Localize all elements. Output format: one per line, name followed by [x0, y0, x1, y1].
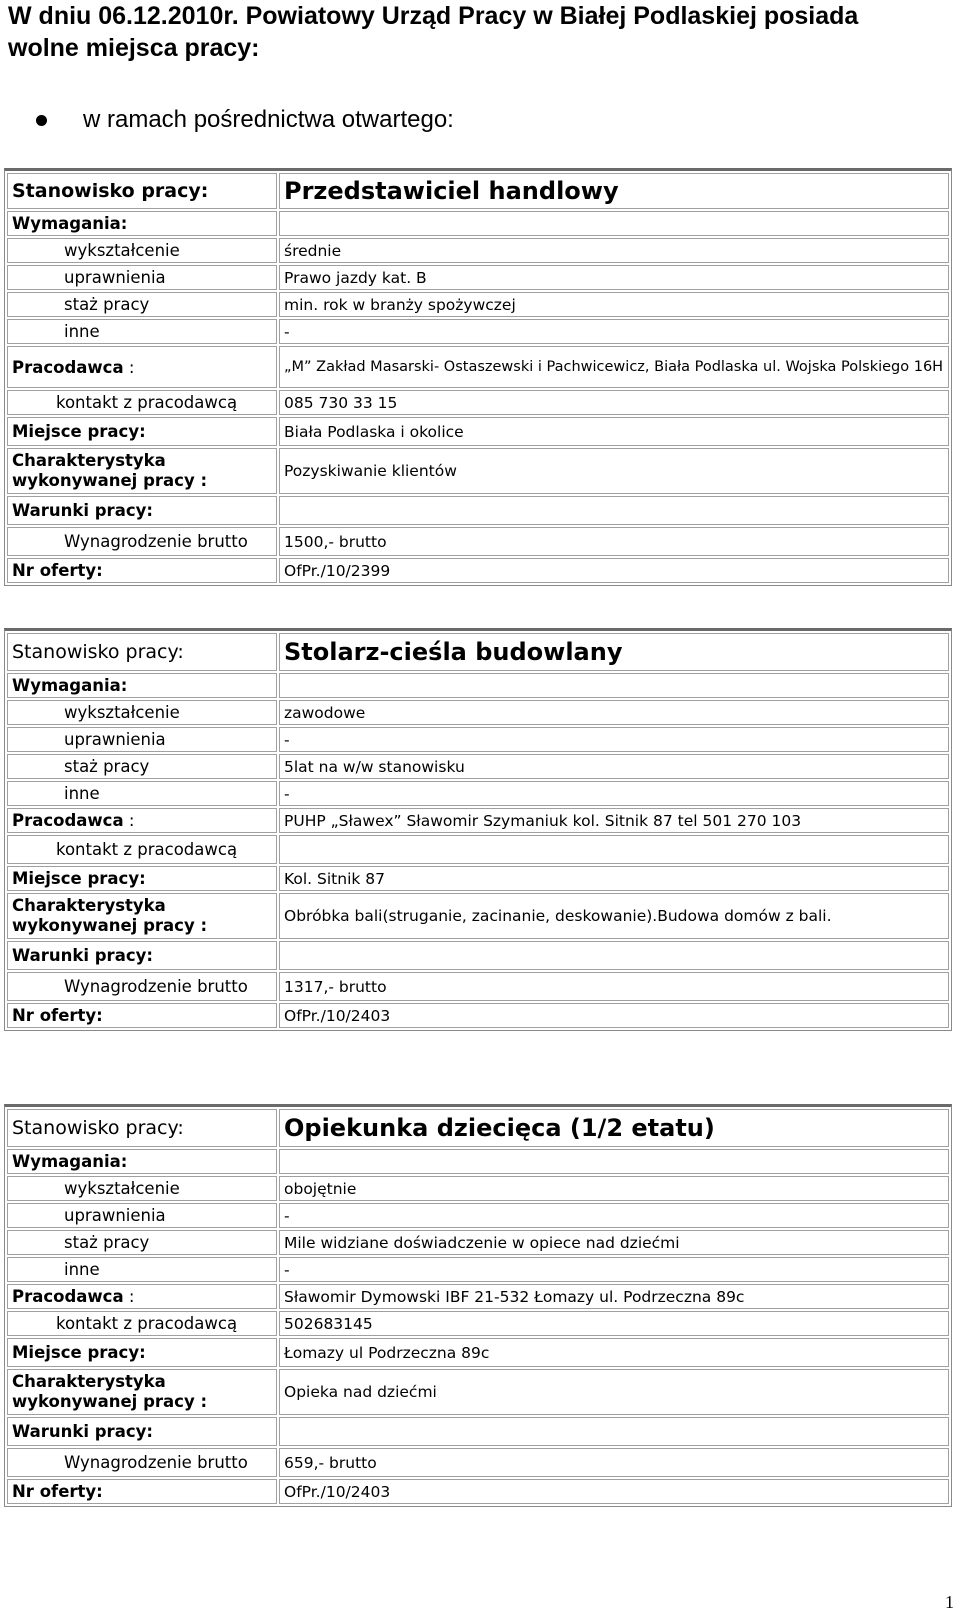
label-uprawnienia: uprawnienia: [7, 727, 277, 752]
value-wynagrodzenie: 1317,- brutto: [279, 972, 949, 1001]
label-charakterystyka: [7, 893, 277, 939]
label-pracodawca-colon: :: [123, 1287, 135, 1306]
value-miejsce: Łomazy ul Podrzeczna 89c: [279, 1338, 949, 1367]
value-charakterystyka: Obróbka bali(struganie, zacinanie, deskowanie).Budowa domów z bali.: [279, 893, 949, 939]
page-heading: [8, 0, 948, 64]
label-wyksztalcenie: wykształcenie: [7, 1176, 277, 1201]
label-inne: inne: [7, 781, 277, 806]
label-nr-oferty: Nr oferty:: [7, 1003, 277, 1028]
label-pracodawca-text: Pracodawca: [12, 811, 124, 830]
label-stanowisko: Stanowisko pracy:: [7, 173, 277, 209]
label-charakterystyka: [7, 1369, 277, 1415]
value-pracodawca: PUHP „Sławex” Sławomir Szymaniuk kol. Sitnik 87 tel 501 270 103: [279, 808, 949, 833]
value-kontakt: 502683145: [279, 1311, 949, 1336]
label-kontakt: kontakt z pracodawcą: [7, 835, 277, 864]
label-inne: inne: [7, 319, 277, 344]
label-charakterystyka-2: wykonywanej pracy :: [12, 916, 208, 935]
value-pracodawca: „M” Zakład Masarski- Ostaszewski i Pachwicewicz, Biała Podlaska ul. Wojska Polskiego 16H: [279, 346, 949, 388]
value-inne: -: [279, 781, 949, 806]
label-charakterystyka-1: Charakterystyka: [12, 896, 166, 915]
value-charakterystyka: Pozyskiwanie klientów: [279, 448, 949, 494]
empty-cell: [279, 673, 949, 698]
label-pracodawca-text: Pracodawca: [12, 1287, 124, 1306]
label-inne: inne: [7, 1257, 277, 1282]
label-miejsce: Miejsce pracy:: [7, 1338, 277, 1367]
label-uprawnienia: uprawnienia: [7, 265, 277, 290]
empty-cell: [279, 1149, 949, 1174]
value-kontakt: [279, 835, 949, 864]
label-warunki: Warunki pracy:: [7, 1417, 277, 1446]
empty-cell: [279, 1417, 949, 1446]
label-nr-oferty: Nr oferty:: [7, 1479, 277, 1504]
value-uprawnienia: -: [279, 1203, 949, 1228]
value-wynagrodzenie: 659,- brutto: [279, 1448, 949, 1477]
label-staz: staż pracy: [7, 754, 277, 779]
offer-table-1: [4, 168, 952, 586]
empty-cell: [279, 211, 949, 236]
label-wyksztalcenie: wykształcenie: [7, 700, 277, 725]
label-wynagrodzenie: Wynagrodzenie brutto: [7, 1448, 277, 1477]
label-staz: staż pracy: [7, 292, 277, 317]
label-wymagania: Wymagania:: [7, 211, 277, 236]
label-uprawnienia: uprawnienia: [7, 1203, 277, 1228]
label-pracodawca: [7, 1284, 277, 1309]
label-miejsce: Miejsce pracy:: [7, 417, 277, 446]
label-charakterystyka-2: wykonywanej pracy :: [12, 471, 208, 490]
value-wyksztalcenie: średnie: [279, 238, 949, 263]
value-wynagrodzenie: 1500,- brutto: [279, 527, 949, 556]
page-number: 1: [945, 1592, 954, 1612]
label-warunki: Warunki pracy:: [7, 496, 277, 525]
offer-table-3: [4, 1104, 952, 1507]
label-stanowisko: Stanowisko pracy:: [7, 633, 277, 671]
empty-cell: [279, 941, 949, 970]
value-nr-oferty: OfPr./10/2399: [279, 558, 949, 583]
value-staz: 5lat na w/w stanowisku: [279, 754, 949, 779]
heading-line-2: wolne miejsca pracy:: [8, 34, 260, 62]
section-bullet: [36, 104, 454, 136]
label-pracodawca-colon: :: [123, 811, 135, 830]
value-inne: -: [279, 319, 949, 344]
value-uprawnienia: -: [279, 727, 949, 752]
value-miejsce: Biała Podlaska i okolice: [279, 417, 949, 446]
offer-title: Stolarz-cieśla budowlany: [279, 633, 949, 671]
label-wynagrodzenie: Wynagrodzenie brutto: [7, 972, 277, 1001]
value-staz: Mile widziane doświadczenie w opiece nad dziećmi: [279, 1230, 949, 1255]
label-wyksztalcenie: wykształcenie: [7, 238, 277, 263]
value-nr-oferty: OfPr./10/2403: [279, 1003, 949, 1028]
label-nr-oferty: Nr oferty:: [7, 558, 277, 583]
value-inne: -: [279, 1257, 949, 1282]
label-wymagania: Wymagania:: [7, 1149, 277, 1174]
label-kontakt: kontakt z pracodawcą: [7, 390, 277, 415]
label-pracodawca: [7, 346, 277, 388]
bullet-dot-icon: [36, 115, 47, 126]
value-staz: min. rok w branży spożywczej: [279, 292, 949, 317]
value-wyksztalcenie: zawodowe: [279, 700, 949, 725]
offer-title: Opiekunka dziecięca (1/2 etatu): [279, 1109, 949, 1147]
label-charakterystyka: [7, 448, 277, 494]
label-wymagania: Wymagania:: [7, 673, 277, 698]
value-miejsce: Kol. Sitnik 87: [279, 866, 949, 891]
section-title: w ramach pośrednictwa otwartego:: [83, 106, 454, 133]
value-wyksztalcenie: obojętnie: [279, 1176, 949, 1201]
value-pracodawca: Sławomir Dymowski IBF 21-532 Łomazy ul. Podrzeczna 89c: [279, 1284, 949, 1309]
label-pracodawca: [7, 808, 277, 833]
label-stanowisko: Stanowisko pracy:: [7, 1109, 277, 1147]
label-miejsce: Miejsce pracy:: [7, 866, 277, 891]
offer-title: Przedstawiciel handlowy: [279, 173, 949, 209]
heading-line-1: W dniu 06.12.2010r. Powiatowy Urząd Pracy w Białej Podlaskiej posiada: [8, 2, 859, 30]
offer-table-2: [4, 628, 952, 1031]
label-staz: staż pracy: [7, 1230, 277, 1255]
label-warunki: Warunki pracy:: [7, 941, 277, 970]
empty-cell: [279, 496, 949, 525]
label-pracodawca-colon: :: [123, 357, 135, 377]
label-kontakt: kontakt z pracodawcą: [7, 1311, 277, 1336]
value-charakterystyka: Opieka nad dziećmi: [279, 1369, 949, 1415]
label-pracodawca-text: Pracodawca: [12, 357, 124, 377]
label-wynagrodzenie: Wynagrodzenie brutto: [7, 527, 277, 556]
value-uprawnienia: Prawo jazdy kat. B: [279, 265, 949, 290]
label-charakterystyka-2: wykonywanej pracy :: [12, 1392, 208, 1411]
label-charakterystyka-1: Charakterystyka: [12, 451, 166, 470]
label-charakterystyka-1: Charakterystyka: [12, 1372, 166, 1391]
value-nr-oferty: OfPr./10/2403: [279, 1479, 949, 1504]
value-kontakt: 085 730 33 15: [279, 390, 949, 415]
